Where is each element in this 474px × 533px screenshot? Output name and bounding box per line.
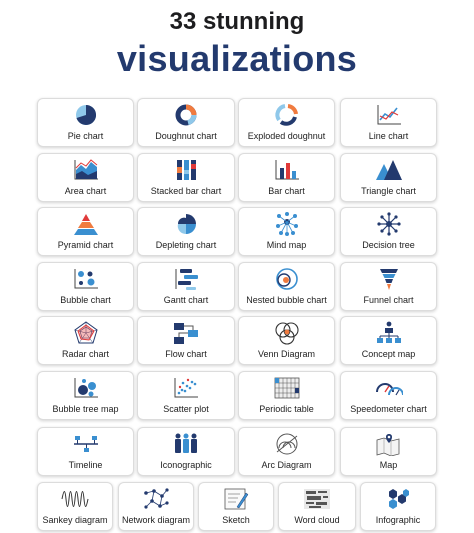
viz-card-label: Gantt chart [163,295,209,305]
viz-card-label: Infographic [375,515,421,525]
viz-card-label: Word cloud [294,515,340,525]
viz-card-network-diagram [118,482,194,531]
viz-card-label: Decision tree [362,240,415,250]
viz-card-exploded-doughnut [238,98,335,147]
title-line-2: visualizations [116,38,358,79]
viz-card-infographic [360,482,436,531]
mind-map-icon [273,212,301,236]
viz-card-gantt-chart [137,262,235,311]
viz-card-label: Sketch [222,515,250,525]
iconographic-icon [172,432,200,456]
viz-card-label: Speedometer chart [350,404,427,414]
viz-card-iconographic [137,427,235,476]
scatter-plot-icon [172,376,200,400]
viz-card-stacked-bar-chart [137,153,235,202]
pyramid-chart-icon [72,212,100,236]
line-chart-icon [375,103,403,127]
viz-card-funnel-chart [340,262,437,311]
viz-card-radar-chart [37,316,134,365]
viz-card-label: Bubble chart [60,295,111,305]
viz-card-nested-bubble-chart [238,262,335,311]
viz-card-triangle-chart [340,153,437,202]
arc-diagram-icon [273,432,301,456]
viz-card-label: Flow chart [165,349,207,359]
bar-chart-icon [273,158,301,182]
viz-card-area-chart [37,153,134,202]
radar-chart-icon [72,321,100,345]
viz-card-label: Pyramid chart [57,240,114,250]
viz-card-doughnut-chart [137,98,235,147]
area-chart-icon [72,158,100,182]
viz-card-pie-chart [37,98,134,147]
flow-chart-icon [172,321,200,345]
viz-card-label: Network diagram [121,515,191,525]
viz-card-label: Depleting chart [155,240,217,250]
viz-card-bar-chart [238,153,335,202]
viz-card-map [340,427,437,476]
viz-card-depleting-chart [137,207,235,256]
viz-card-label: Line chart [368,131,409,141]
viz-card-timeline [37,427,134,476]
viz-card-label: Periodic table [259,404,314,414]
viz-card-label: Pie chart [67,131,104,141]
periodic-table-icon [273,376,301,400]
exploded-doughnut-icon [273,103,301,127]
decision-tree-icon [375,212,403,236]
gantt-chart-icon [172,267,200,291]
viz-card-label: Scatter plot [163,404,209,414]
sankey-diagram-icon [61,487,89,511]
viz-card-label: Triangle chart [361,186,416,196]
bubble-chart-icon [72,267,100,291]
timeline-icon [72,432,100,456]
viz-card-label: Timeline [68,460,103,470]
funnel-chart-icon [375,267,403,291]
viz-card-label: Iconographic [160,460,212,470]
viz-card-speedometer-chart [340,371,437,420]
viz-card-label: Nested bubble chart [246,295,327,305]
concept-map-icon [375,321,403,345]
viz-card-concept-map [340,316,437,365]
sketch-icon [222,487,250,511]
viz-card-label: Map [379,460,398,470]
viz-card-label: Funnel chart [363,295,414,305]
viz-card-label: Doughnut chart [155,131,217,141]
infographic-icon [384,487,412,511]
viz-card-label: Arc Diagram [261,460,312,470]
viz-card-periodic-table [238,371,335,420]
viz-card-label: Radar chart [61,349,110,359]
viz-card-label: Concept map [361,349,416,359]
viz-card-arc-diagram [238,427,335,476]
viz-card-pyramid-chart [37,207,134,256]
nested-bubble-chart-icon [273,267,301,291]
viz-card-label: Bar chart [268,186,305,196]
network-diagram-icon [142,487,170,511]
viz-card-scatter-plot [137,371,235,420]
viz-card-venn-diagram [238,316,335,365]
title-line-1: 33 stunning [169,8,305,35]
viz-card-bubble-chart [37,262,134,311]
speedometer-chart-icon [375,376,403,400]
map-icon [375,432,403,456]
viz-card-label: Bubble tree map [52,404,119,414]
viz-card-line-chart [340,98,437,147]
viz-card-word-cloud [278,482,356,531]
stacked-bar-chart-icon [172,158,200,182]
viz-card-label: Venn Diagram [257,349,316,359]
viz-card-label: Exploded doughnut [247,131,326,141]
viz-card-label: Mind map [266,240,307,250]
viz-card-decision-tree [340,207,437,256]
viz-card-label: Sankey diagram [42,515,108,525]
bubble-tree-map-icon [72,376,100,400]
depleting-chart-icon [172,212,200,236]
viz-card-sketch [198,482,274,531]
viz-card-flow-chart [137,316,235,365]
pie-chart-icon [72,103,100,127]
viz-card-mind-map [238,207,335,256]
viz-card-sankey-diagram [37,482,113,531]
viz-card-label: Stacked bar chart [150,186,222,196]
doughnut-chart-icon [172,103,200,127]
triangle-chart-icon [375,158,403,182]
venn-diagram-icon [273,321,301,345]
viz-card-label: Area chart [64,186,107,196]
viz-card-bubble-tree-map [37,371,134,420]
word-cloud-icon [303,487,331,511]
